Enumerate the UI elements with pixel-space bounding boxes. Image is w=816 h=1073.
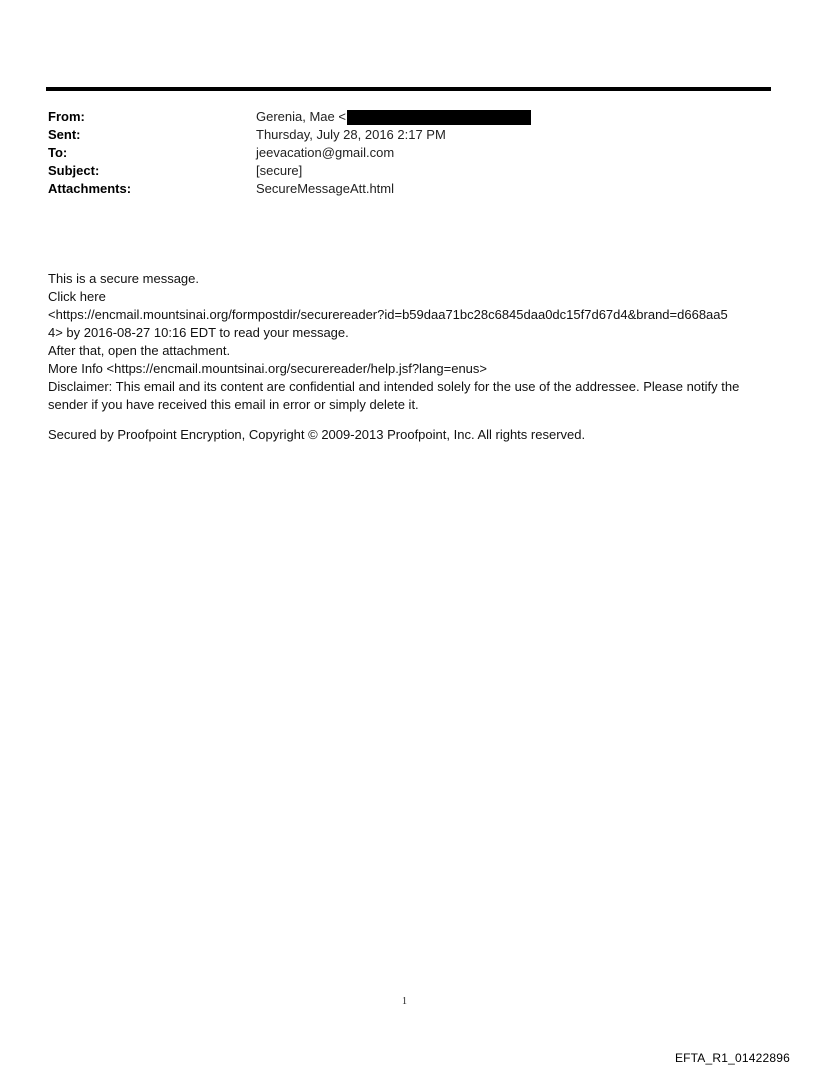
- to-value: jeevacation@gmail.com: [256, 145, 395, 160]
- from-name: Gerenia, Mae <: [256, 109, 346, 124]
- attachments-label: Attachments:: [48, 181, 132, 196]
- subject-label: Subject:: [48, 163, 100, 178]
- redaction-box: [347, 110, 531, 125]
- attachments-row: [48, 180, 768, 198]
- deadline-line: 4> by 2016-08-27 10:16 EDT to read your message.: [48, 325, 349, 340]
- document-id: EFTA_R1_01422896: [674, 1051, 790, 1065]
- secure-reader-link[interactable]: <https://encmail.mountsinai.org/formpostdir/securereader?id=b59daa71bc28c6845daa0dc15f7d67d4&brand=d668aa5: [48, 307, 728, 322]
- sent-label: Sent:: [48, 127, 81, 142]
- click-here-line: Click here: [48, 289, 106, 304]
- subject-row: [48, 162, 768, 180]
- secure-message-line: This is a secure message.: [48, 271, 200, 286]
- from-label: From:: [48, 109, 85, 124]
- sent-value: Thursday, July 28, 2016 2:17 PM: [256, 127, 446, 142]
- from-value: [256, 108, 531, 126]
- from-row: [48, 108, 768, 126]
- attachment-file[interactable]: SecureMessageAtt.html: [256, 181, 395, 196]
- more-info-link[interactable]: More Info <https://encmail.mountsinai.org/securereader/help.jsf?lang=enus>: [48, 361, 488, 376]
- email-body: [48, 270, 770, 444]
- attachment-instruction: After that, open the attachment.: [48, 343, 231, 358]
- email-header: [48, 108, 768, 198]
- disclaimer: Disclaimer: This email and its content are confidential and intended solely for the use of the addressee. Please notify the sender if you have received this email in error or simply delete it.: [48, 379, 740, 412]
- proofpoint-copyright: Secured by Proofpoint Encryption, Copyright © 2009-2013 Proofpoint, Inc. All rights reserved.: [48, 427, 586, 442]
- to-label: To:: [48, 145, 68, 160]
- paragraph-gap: [48, 414, 770, 426]
- to-row: [48, 144, 768, 162]
- sent-row: [48, 126, 768, 144]
- subject-value: [secure]: [256, 163, 303, 178]
- page-number: 1: [402, 996, 407, 1007]
- header-divider: [46, 87, 771, 91]
